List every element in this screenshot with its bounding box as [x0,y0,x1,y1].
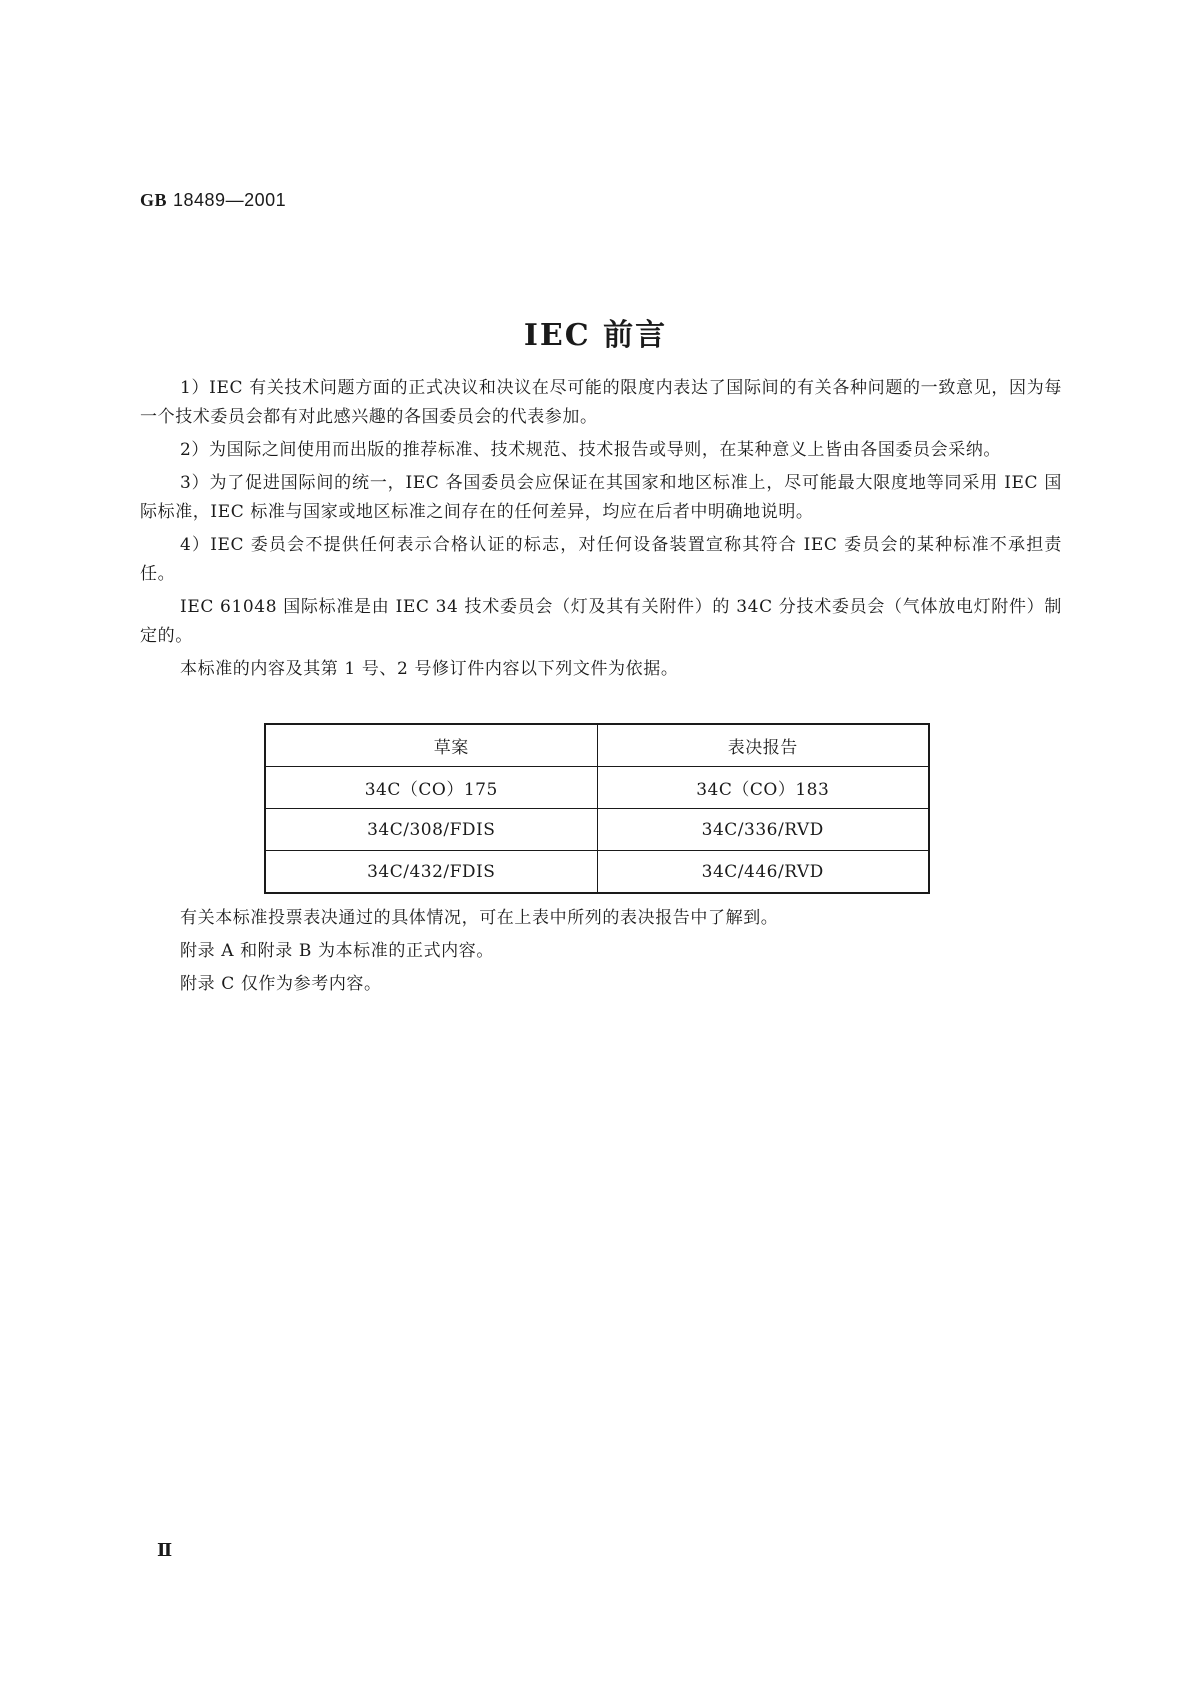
table-cell: 34C/308/FDIS [265,809,597,851]
table-row [265,851,929,894]
foreword-body [140,374,1062,684]
table-cell: 34C/336/RVD [597,809,929,851]
table-header-row [265,724,929,767]
document-header [140,190,286,211]
table-cell: 34C（CO）175 [265,767,597,809]
standard-number: 18489—2001 [173,190,287,210]
table-row [265,767,929,809]
paragraph-2: 2）为国际之间使用而出版的推荐标准、技术规范、技术报告或导则，在某种意义上皆由各国委员会采纳。 [180,440,1002,460]
after-table-notes [180,902,778,1001]
table-row [265,809,929,851]
table-cell: 34C/432/FDIS [265,851,597,894]
paragraph-4: 4）IEC 委员会不提供任何表示合格认证的标志，对任何设备装置宣称其符合 IEC 委员会的某种标准不承担责任。 [140,535,1062,584]
paragraph-3: 3）为了促进国际间的统一，IEC 各国委员会应保证在其国家和地区标准上，尽可能最大限度地等同采用 IEC 国际标准，IEC 标准与国家或地区标准之间存在的任何差异，均应在后者中明确地说明。 [140,473,1062,522]
note-normative-annexes: 附录 A 和附录 B 为本标准的正式内容。 [180,941,494,961]
table-cell: 34C/446/RVD [597,851,929,894]
note-voting-details: 有关本标准投票表决通过的具体情况，可在上表中所列的表决报告中了解到。 [180,908,779,928]
standard-prefix: GB [140,190,168,210]
paragraph-5: IEC 61048 国际标准是由 IEC 34 技术委员会（灯及其有关附件）的 34C 分技术委员会（气体放电灯附件）制定的。 [140,597,1062,646]
paragraph-1: 1）IEC 有关技术问题方面的正式决议和决议在尽可能的限度内表达了国际间的有关各种问题的一致意见，因为每一个技术委员会都有对此感兴趣的各国委员会的代表参加。 [140,378,1062,427]
note-informative-annex: 附录 C 仅作为参考内容。 [180,974,382,994]
header-draft: 草案 [265,724,597,767]
page-title: IEC 前言 [523,318,668,353]
paragraph-6: 本标准的内容及其第 1 号、2 号修订件内容以下列文件为依据。 [180,659,679,679]
documents-table [264,723,930,894]
table-cell: 34C（CO）183 [597,767,929,809]
page-number: Ⅱ [157,1540,173,1561]
header-voting-report: 表决报告 [597,724,929,767]
